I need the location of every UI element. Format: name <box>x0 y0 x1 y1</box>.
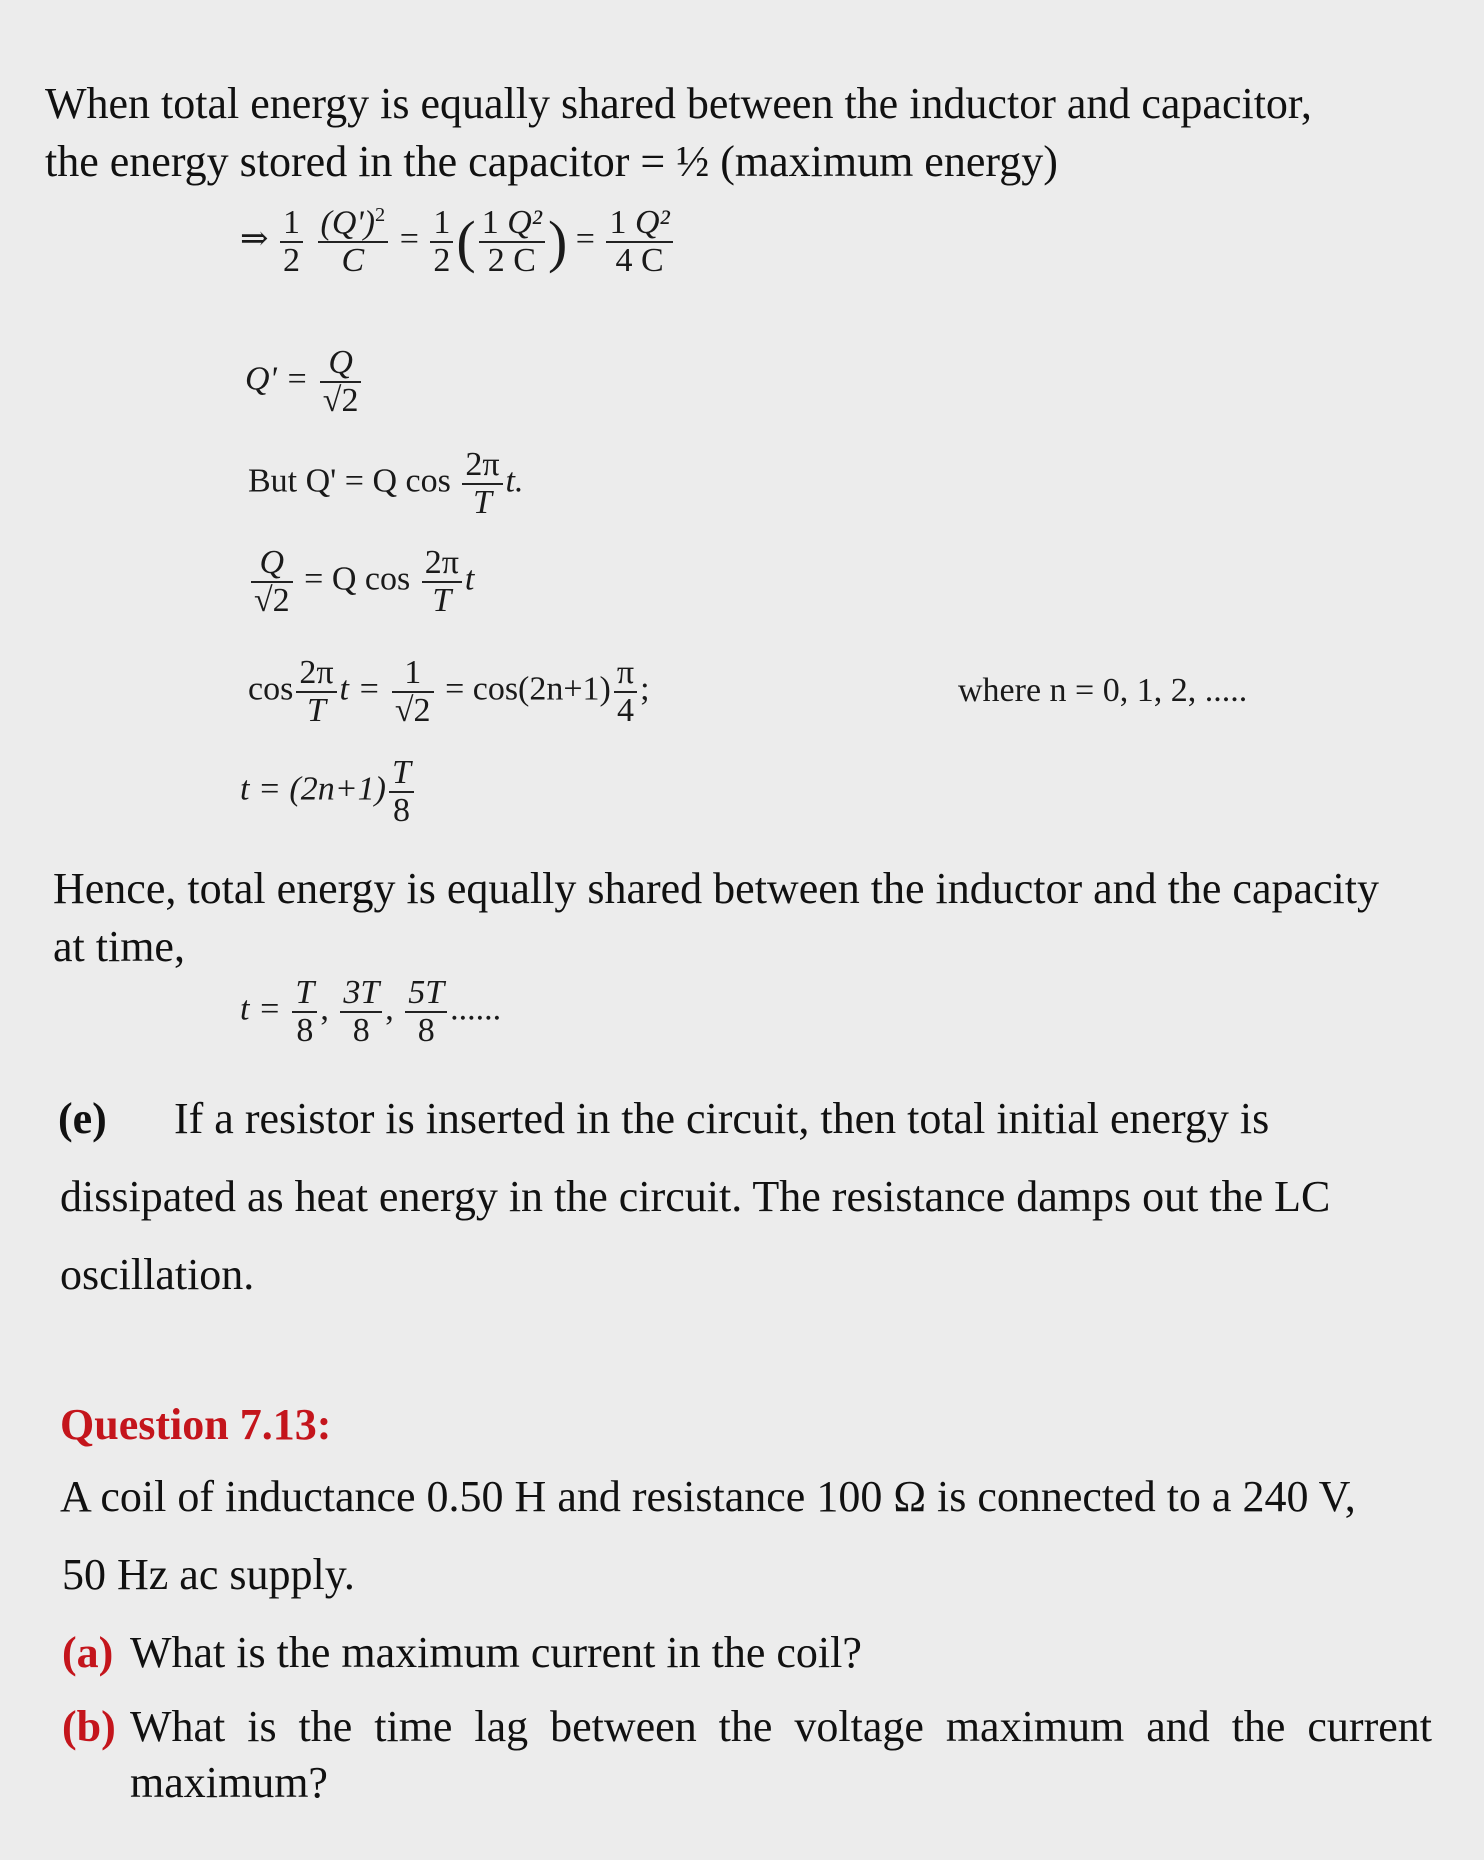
question-b-line-2: maximum? <box>130 1758 328 1807</box>
question-b-line-1: What is the time lag between the voltage maximum and the current <box>130 1702 1432 1751</box>
intro-line-2: the energy stored in the capacitor = ½ (maximum energy) <box>45 137 1058 186</box>
part-e-line-3: oscillation. <box>60 1250 255 1299</box>
question-line-1: A coil of inductance 0.50 H and resistance 100 Ω is connected to a 240 V, <box>60 1472 1356 1521</box>
equation-but-qprime: But Q' = Q cos $\frac{2\pi}{T}$ t. <box>248 446 524 521</box>
fraction-half: $\frac{1}{2}$ <box>280 205 303 278</box>
fraction-q2-over-4c: $\frac{\text{1 Q²}}{4 C}$ <box>606 205 672 278</box>
equation-cos-solution: cos $\frac{2\pi}{T}$ t = $\frac{1}{√2}$ = cos(2n+1) $\frac{\pi}{4}$ ; <box>248 654 650 729</box>
question-title: Question 7.13: <box>60 1400 332 1449</box>
question-b-label: (b) <box>62 1702 116 1751</box>
question-a-label: (a) <box>62 1628 114 1677</box>
hence-line-1: Hence, total energy is equally shared between the inductor and the capacity <box>53 864 1379 913</box>
equation-time-values: t = $\frac{T}{8}$ , $\frac{3T}{8}$ , $\frac{5T}{8}$ ...... <box>240 974 502 1049</box>
intro-line-1: When total energy is equally shared between the inductor and capacitor, <box>45 79 1312 128</box>
fraction-qprime-sq-over-c: $\frac{(Q')^2}{C}$ <box>318 205 389 279</box>
question-a-text: What is the maximum current in the coil? <box>130 1628 862 1677</box>
part-e-label: (e) <box>58 1094 107 1143</box>
fraction-q2-over-2c: $\frac{\text{1 Q²}}{2 C}$ <box>479 205 545 278</box>
fraction-half-b: $\frac{1}{2}$ <box>430 205 453 278</box>
implies-symbol: ⇒ <box>240 220 269 258</box>
equation-q-over-root2: $\frac{Q}{√2}$ = Q cos $\frac{2\pi}{T}$ t <box>248 545 474 618</box>
hence-line-2: at time, <box>53 922 185 971</box>
equation-t-general: t = (2n+1) $\frac{T}{8}$ <box>240 755 417 828</box>
question-line-2: 50 Hz ac supply. <box>62 1550 355 1599</box>
equation-qprime: Q' = $\frac{Q}{√2}$ <box>245 345 364 418</box>
part-e-line-2: dissipated as heat energy in the circuit. The resistance damps out the LC <box>60 1172 1331 1221</box>
part-e-line-1: If a resistor is inserted in the circuit, then total initial energy is <box>174 1094 1270 1143</box>
where-n-values: where n = 0, 1, 2, ..... <box>958 672 1248 709</box>
equation-energy-half: ⇒ $\frac{1}{2}$ $\frac{(Q')^2}{C}$ = $\frac{1}{2}$ ( $\frac{\text{1 Q²}}{2 C}$ ) = $\frac{\text{1 Q²}}{4 C}$ <box>240 205 676 279</box>
